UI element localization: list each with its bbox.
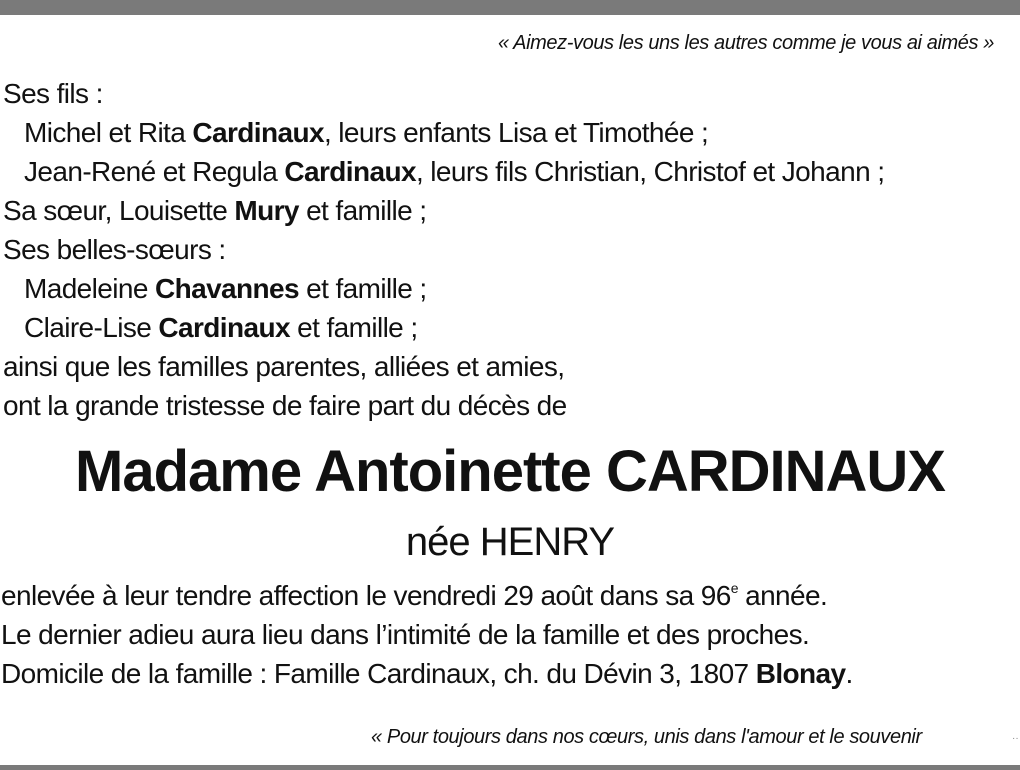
domicile-city: Blonay xyxy=(755,658,846,689)
farewell-line: Le dernier adieu aura lieu dans l’intimité de la famille et des proches. xyxy=(1,619,810,650)
relatives-line: ainsi que les familles parentes, alliées et amies, xyxy=(3,351,565,382)
maiden-name: née HENRY xyxy=(405,520,615,564)
opening-quote: « Aimez-vous les uns les autres comme je vous ai aimés » xyxy=(498,32,994,54)
closing-quote-trail: ·· xyxy=(1012,733,1019,744)
sisters-in-law-heading: Ses belles-sœurs : xyxy=(3,234,226,265)
son-1-surname: Cardinaux xyxy=(192,117,324,148)
sister-in-law-1-surname: Chavannes xyxy=(154,273,299,304)
bottom-border xyxy=(0,765,1020,770)
death-line: enlevée à leur tendre affection le vendredi 29 août dans sa 96e année. xyxy=(1,580,828,611)
announcement-line: ont la grande tristesse de faire part du décès de xyxy=(3,390,567,421)
details xyxy=(1,576,853,693)
sister-surname: Mury xyxy=(234,195,299,226)
sons-heading: Ses fils : xyxy=(3,78,103,109)
closing-quote: « Pour toujours dans nos cœurs, unis dans l'amour et le souvenir xyxy=(371,726,922,748)
sister-line: Sa sœur, Louisette Mury et famille ; xyxy=(3,195,427,226)
family-list xyxy=(3,74,884,425)
sister-in-law-2-surname: Cardinaux xyxy=(158,312,290,343)
deceased-name: Madame Antoinette CARDINAUX xyxy=(75,439,945,504)
sister-in-law-line-1: Madeleine Chavannes et famille ; xyxy=(24,273,427,304)
top-border xyxy=(0,0,1020,15)
sister-in-law-line-2: Claire-Lise Cardinaux et famille ; xyxy=(24,312,418,343)
son-2-surname: Cardinaux xyxy=(284,156,416,187)
domicile-line: Domicile de la famille : Famille Cardinaux, ch. du Dévin 3, 1807 Blonay. xyxy=(1,658,853,689)
son-line-2: Jean-René et Regula Cardinaux, leurs fils Christian, Christof et Johann ; xyxy=(24,156,885,187)
son-line-1: Michel et Rita Cardinaux, leurs enfants Lisa et Timothée ; xyxy=(24,117,709,148)
